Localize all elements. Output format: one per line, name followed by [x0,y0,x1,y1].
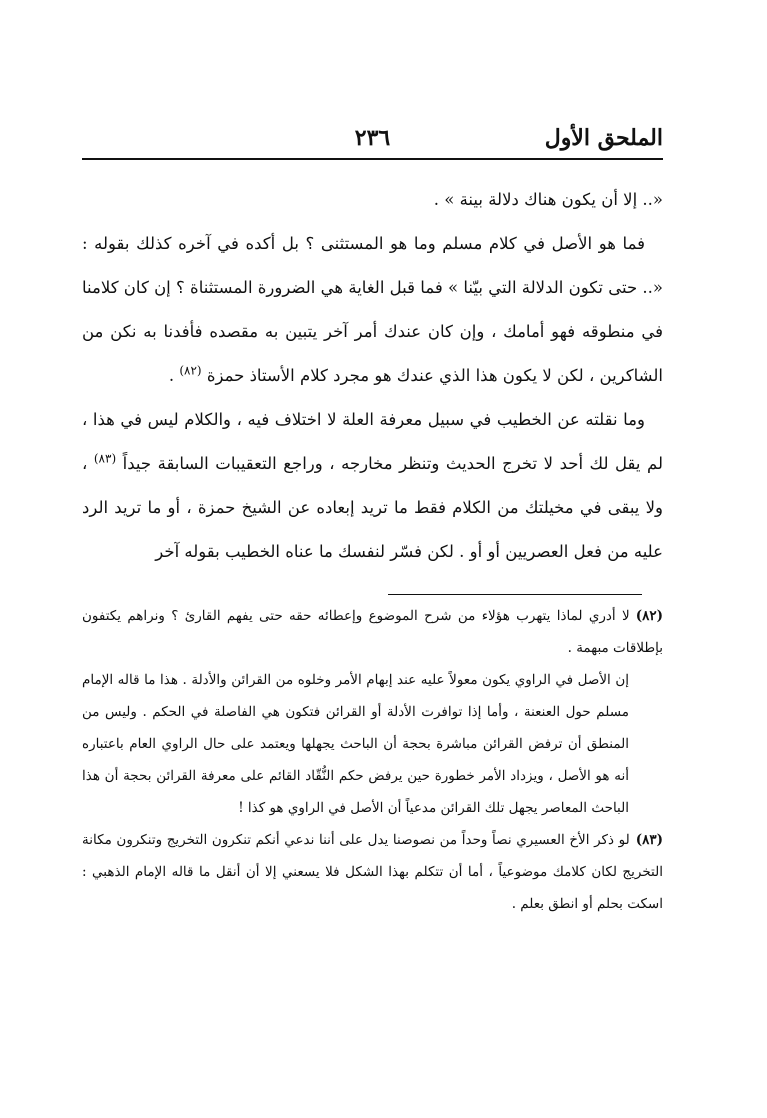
footnote-82-paragraph-2: إن الأصل في الراوي يكون معولاً عليه عند إبهام الأمر وخلوه من القرائن والأدلة . هذا ما قاله الإمام مسلم حول العنعنة ، وأما إذا توافرت الأدلة أو القرائن فتكون هي الفاصلة في الحكم . وليس من المنطق أن ترفض القرائن مباشرة بحجة أن الباحث يجهلها ويعتمد على حال الراوي العام باعتباره أنه هو الأصل ، ويزداد الأمر خطورة حين يرفض حكم النُّقّاد القائم على معرفة القرائن بحجة أن هذا الباحث المعاصر يجهل تلك القرائن مدعياً أن الأصل في الراوي هو كذا ! [82,672,629,816]
paragraph-3-text-a: وما نقلته عن الخطيب في سبيل معرفة العلة لا اختلاف فيه ، والكلام ليس في هذا ، لم يقل لك أحد لا تخرج الحديث وتنظر مخارجه ، وراجع التعقيبات السابقة جيداً [82,410,663,473]
page-number: ٢٣٦ [354,125,391,151]
main-text [82,178,663,574]
footnote-82-text: لا أدري لماذا يتهرب هؤلاء من شرح الموضوع وإعطائه حقه حتى يفهم القارئ ؟ ونراهم يكتفون بإطلاقات مبهمة . [82,608,663,656]
paragraph-2-end: . [168,366,180,385]
footnote-83-text: لو ذكر الأخ العسيري نصاً وحداً من نصوصنا يدل على أننا ندعي أنكم تنكرون التخريج وتنكرون مكانة التخريج لكان كلامك موضوعياً ، أما أن تتكلم بهذا الشكل فلا يسعني إلا أن أنقل ما قاله الإمام الذهبي : اسكت بحلم أو انطق بعلم . [82,832,663,912]
paragraph-2 [82,222,663,398]
footnote-82-number: (٨٢) [635,608,663,624]
footnotes [82,600,663,920]
paragraph-3 [82,398,663,574]
page-header [82,118,663,158]
paragraph-quote: «.. إلا أن يكون هناك دلالة بينة » . [433,190,663,209]
footnote-83-number: (٨٣) [635,832,663,848]
footnote-83 [82,824,663,920]
paragraph-2-text: فما هو الأصل في كلام مسلم وما هو المستثنى ؟ بل أكده في آخره كذلك بقوله : «.. حتى تكون الدلالة التي بيّنا » فما قبل الغاية هي الضرورة المستثناة ؟ إن كان كلامنا في منطوقه فهو أمامك ، وإن كان عندك أمر آخر يتبين به مقصده فأفدنا به نكن من الشاكرين ، لكن لا يكون هذا الذي عندك هو مجرد كلام الأستاذ حمزة [82,234,663,385]
paragraph-3-text-b: ، ولا يبقى في مخيلتك من الكلام فقط ما تريد إبعاده عن الشيخ حمزة ، أو ما تريد الرد عليه من فعل العصريين أو أو . لكن فسّر لنفسك ما عناه الخطيب بقوله آخر [82,454,663,561]
footnote-separator [388,594,642,595]
footnote-82 [82,600,663,664]
header-rule [82,158,663,160]
footnote-ref-83[interactable]: (٨٣) [93,451,117,466]
footnote-ref-82[interactable]: (٨٢) [179,363,202,378]
running-title: الملحق الأول [544,125,663,151]
